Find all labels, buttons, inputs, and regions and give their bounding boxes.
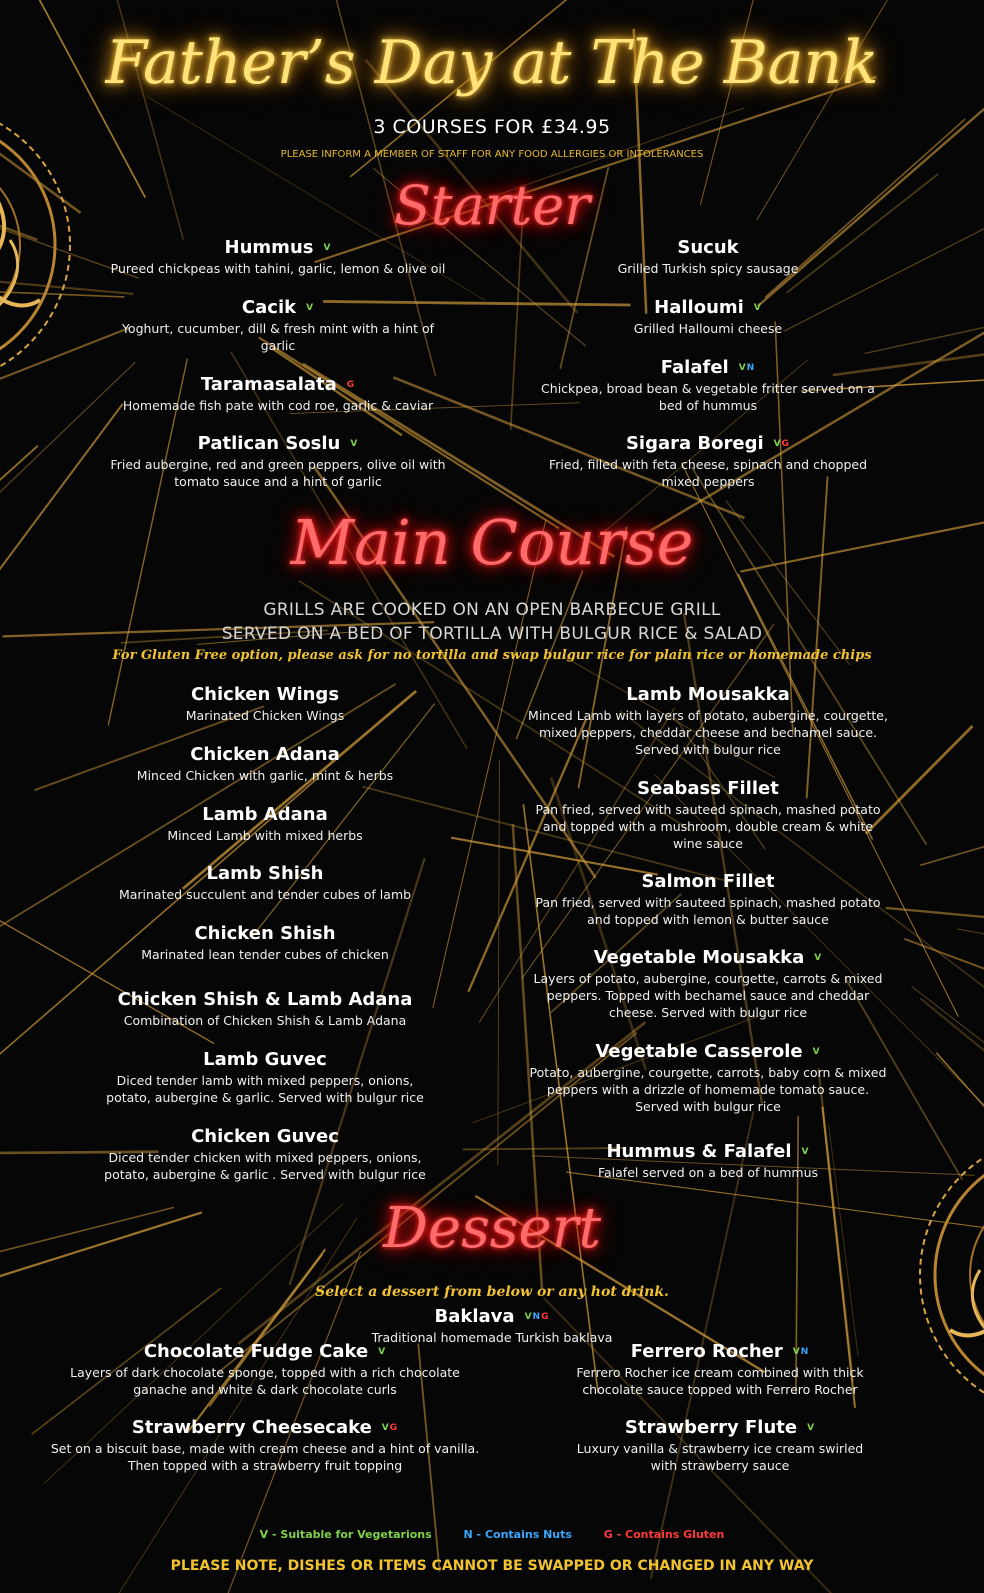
dietary-tags <box>525 1312 550 1322</box>
menu-item-name <box>498 433 918 455</box>
menu-item-name <box>493 778 923 800</box>
menu-item-description: mixed peppers <box>661 474 755 489</box>
dietary-tags <box>382 1423 398 1433</box>
menu-item-description: bed of hummus <box>658 398 758 413</box>
menu-item <box>498 237 918 277</box>
dietary-tags <box>814 953 822 963</box>
menu-item-title: Vegetable Casserole <box>595 1041 803 1062</box>
menu-item-title: Sucuk <box>677 237 739 258</box>
menu-item-description: Combination of Chicken Shish & Lamb Adana <box>123 1013 407 1028</box>
menu-item-description: Fried, filled with feta cheese, spinach and chopped <box>548 457 868 472</box>
menu-item-title: Seabass Fillet <box>637 778 779 799</box>
menu-item-description: Grilled Halloumi cheese <box>633 321 783 336</box>
menu-item-description: Diced tender chicken with mixed peppers, onions, <box>108 1150 422 1165</box>
menu-item-description: Then topped with a strawberry fruit topping <box>127 1458 403 1473</box>
menu-item-title: Sigara Boregi <box>625 433 764 454</box>
dietary-tags <box>754 303 762 313</box>
dietary-tag-v: V <box>753 303 762 313</box>
dietary-tag-v: V <box>807 1423 816 1433</box>
dietary-tags <box>350 439 358 449</box>
dietary-tag-v: V <box>773 439 782 449</box>
menu-item-title: Lamb Shish <box>206 863 324 884</box>
menu-item-description: peppers. Topped with bechamel sauce and cheddar <box>546 988 870 1003</box>
menu-item-description: Pan fried, served with sauteed spinach, mashed potato <box>535 895 881 910</box>
menu-item-title: Vegetable Mousakka <box>593 947 805 968</box>
menu-item-description: Served with bulgur rice <box>635 1099 781 1114</box>
dietary-tag-g: G <box>346 380 356 390</box>
menu-item-title: Lamb Adana <box>202 804 328 825</box>
menu-item-title: Halloumi <box>654 297 744 318</box>
menu-item <box>498 357 918 414</box>
menu-item <box>68 297 488 354</box>
menu-item-name <box>50 804 480 826</box>
menu-item-description: Traditional homemade Turkish baklava <box>371 1330 613 1345</box>
dietary-tag-g: G <box>389 1423 399 1433</box>
menu-item <box>50 684 480 724</box>
menu-item-description: Diced tender lamb with mixed peppers, onions, <box>116 1073 414 1088</box>
menu-item-description: and topped with a mushroom, double cream & white <box>542 819 874 834</box>
dietary-tag-n: N <box>800 1347 810 1357</box>
menu-item-description: mixed peppers, cheddar cheese and bechamel sauce. <box>538 725 878 740</box>
dessert-heading: Dessert <box>383 1196 601 1261</box>
dietary-tag-v: V <box>524 1312 533 1322</box>
menu-item-description: Layers of dark chocolate sponge, topped with a rich chocolate <box>70 1365 460 1380</box>
dietary-tags <box>793 1347 810 1357</box>
menu-item-description: Minced Lamb with mixed herbs <box>167 828 363 843</box>
dietary-tags <box>347 380 355 390</box>
menu-item <box>50 923 480 963</box>
menu-title: Father’s Day at The Bank <box>105 28 879 98</box>
dietary-tag-v: V <box>381 1423 390 1433</box>
key-vegetarian: V - Suitable for Vegetarions <box>259 1528 432 1541</box>
dietary-tag-v: V <box>738 363 747 373</box>
menu-item-title: Hummus <box>224 237 314 258</box>
menu-item <box>35 1417 495 1474</box>
menu-item-description: Layers of potato, aubergine, courgette, carrots & mixed <box>533 971 883 986</box>
menu-item <box>493 871 923 928</box>
menu-item-name <box>498 357 918 379</box>
menu-item-name <box>498 297 918 319</box>
menu-item-name <box>493 1041 923 1063</box>
menu-item-description: Set on a biscuit base, made with cream cheese and a hint of vanilla. <box>50 1441 480 1456</box>
menu-item <box>493 1141 923 1181</box>
menu-item-description: Served with bulgur rice <box>635 742 781 757</box>
dietary-tag-n: N <box>532 1312 542 1322</box>
dietary-tags <box>813 1047 821 1057</box>
key-gluten: G - Contains Gluten <box>603 1528 725 1541</box>
menu-item-title: Chicken Shish <box>194 923 336 944</box>
menu-item-title: Chocolate Fudge Cake <box>143 1341 369 1362</box>
menu-item-name <box>68 237 488 259</box>
menu-item-name <box>520 1417 920 1439</box>
menu-item-description: Marinated succulent and tender cubes of lamb <box>118 887 412 902</box>
menu-item-description: peppers with a drizzle of homemade tomato sauce. <box>546 1082 870 1097</box>
menu-item-description: Homemade fish pate with cod roe, garlic & caviar <box>122 398 434 413</box>
menu-item-description: Marinated lean tender cubes of chicken <box>141 947 389 962</box>
dietary-tag-v: V <box>306 303 315 313</box>
menu-item-description: Chickpea, broad bean & vegetable fritter served on a <box>541 381 875 396</box>
menu-item-name <box>493 871 923 893</box>
menu-item <box>498 297 918 337</box>
menu-item <box>493 684 923 758</box>
menu-item-description: ganache and white & dark chocolate curls <box>133 1382 397 1397</box>
menu-item-title: Salmon Fillet <box>641 871 775 892</box>
menu-item <box>498 433 918 490</box>
menu-item-description: potato, aubergine & garlic. Served with bulgur rice <box>106 1090 424 1105</box>
dessert-note: Select a dessert from below or any hot drink. <box>315 1284 669 1300</box>
menu-item-title: Lamb Mousakka <box>626 684 790 705</box>
dietary-tags <box>323 243 331 253</box>
menu-item-description: Yoghurt, cucumber, dill & fresh mint with a hint of <box>121 321 435 336</box>
menu-item-name <box>50 863 480 885</box>
dietary-tags <box>807 1423 815 1433</box>
menu-item-title: Strawberry Cheesecake <box>131 1417 372 1438</box>
menu-item-description: wine sauce <box>673 836 743 851</box>
menu-item <box>35 1341 495 1398</box>
menu-item <box>50 1126 480 1183</box>
key-nuts: N - Contains Nuts <box>463 1528 572 1541</box>
menu-item-title: Chicken Wings <box>190 684 340 705</box>
dietary-tag-v: V <box>814 953 823 963</box>
menu-item-description: Falafel served on a bed of hummus <box>597 1165 819 1180</box>
menu-item <box>50 804 480 844</box>
dietary-tag-g: G <box>541 1312 550 1322</box>
menu-item-name <box>68 433 488 455</box>
starter-heading: Starter <box>393 174 591 237</box>
menu-item-description: Pan fried, served with sauteed spinach, mashed potato <box>535 802 881 817</box>
menu-item-title: Ferrero Rocher <box>630 1341 783 1362</box>
menu-item-description: Minced Lamb with layers of potato, aubergine, courgette, <box>528 708 888 723</box>
menu-item-name <box>68 374 488 396</box>
price-line: 3 COURSES FOR £34.95 <box>373 116 611 138</box>
menu-item <box>292 1306 692 1346</box>
menu-item-description: with strawberry sauce <box>650 1458 790 1473</box>
menu-item <box>493 947 923 1021</box>
menu-item-description: cheese. Served with bulgur rice <box>608 1005 808 1020</box>
menu-item <box>520 1417 920 1474</box>
menu-item-description: Marinated Chicken Wings <box>185 708 345 723</box>
menu-item-name <box>35 1341 495 1363</box>
menu-item-name <box>50 923 480 945</box>
menu-item-title: Falafel <box>660 357 729 378</box>
dietary-tags <box>739 363 756 373</box>
menu-item-title: Chicken Shish & Lamb Adana <box>117 989 413 1010</box>
menu-item-name <box>50 744 480 766</box>
menu-item-title: Strawberry Flute <box>624 1417 798 1438</box>
dietary-tag-v: V <box>801 1147 810 1157</box>
menu-item-description: tomato sauce and a hint of garlic <box>174 474 382 489</box>
menu-item <box>493 778 923 852</box>
menu-item <box>50 989 480 1029</box>
dietary-tags <box>378 1347 386 1357</box>
grill-note-2: SERVED ON A BED OF TORTILLA WITH BULGUR RICE & SALAD <box>221 624 763 644</box>
menu-item-title: Hummus & Falafel <box>606 1141 792 1162</box>
menu-item-title: Taramasalata <box>200 374 337 395</box>
menu-item <box>68 433 488 490</box>
dietary-tag-v: V <box>323 243 332 253</box>
menu-item <box>50 1049 480 1106</box>
dietary-tag-v: V <box>378 1347 387 1357</box>
allergy-note: PLEASE INFORM A MEMBER OF STAFF FOR ANY FOOD ALLERGIES OR INTOLERANCES <box>280 149 704 160</box>
menu-item-description: chocolate sauce topped with Ferrero Rocher <box>582 1382 858 1397</box>
menu-item-name <box>493 1141 923 1163</box>
dietary-tags <box>802 1147 810 1157</box>
dietary-tags <box>774 439 790 449</box>
menu-item-description: and topped with lemon & butter sauce <box>587 912 829 927</box>
grill-note-1: GRILLS ARE COOKED ON AN OPEN BARBECUE GRILL <box>263 600 721 620</box>
dietary-tag-v: V <box>350 439 359 449</box>
menu-item-description: potato, aubergine & garlic . Served with bulgur rice <box>104 1167 426 1182</box>
menu-item-name <box>68 297 488 319</box>
menu-item-description: garlic <box>260 338 296 353</box>
dietary-tag-n: N <box>746 363 756 373</box>
menu-item-title: Baklava <box>434 1306 515 1327</box>
menu-item-description: Grilled Turkish spicy sausage <box>617 261 799 276</box>
dietary-tags <box>306 303 314 313</box>
menu-item-description: Minced Chicken with garlic, mint & herbs <box>136 768 394 783</box>
menu-item-name <box>520 1341 920 1363</box>
menu-item <box>68 374 488 414</box>
menu-item-name <box>493 947 923 969</box>
menu-item-description: Luxury vanilla & strawberry ice cream swirled <box>576 1441 864 1456</box>
menu-item-name <box>292 1306 692 1328</box>
menu-item-description: Potato, aubergine, courgette, carrots, baby corn & mixed <box>529 1065 887 1080</box>
gluten-free-note: For Gluten Free option, please ask for no tortilla and swap bulgur rice for plain rice or homemade chips <box>112 648 872 663</box>
menu-item <box>50 863 480 903</box>
menu-item-title: Patlican Soslu <box>197 433 341 454</box>
menu-item-name <box>35 1417 495 1439</box>
menu-item-title: Chicken Guvec <box>191 1126 339 1147</box>
dietary-tag-g: G <box>781 439 791 449</box>
menu-item-description: Ferrero Rocher ice cream combined with thick <box>576 1365 864 1380</box>
menu-item <box>493 1041 923 1115</box>
menu-item-title: Chicken Adana <box>190 744 340 765</box>
menu-item-name <box>498 237 918 259</box>
menu-item-name <box>493 684 923 706</box>
menu-item-description: Fried aubergine, red and green peppers, olive oil with <box>110 457 446 472</box>
menu-item-description: Pureed chickpeas with tahini, garlic, lemon & olive oil <box>110 261 446 276</box>
final-note: PLEASE NOTE, DISHES OR ITEMS CANNOT BE SWAPPED OR CHANGED IN ANY WAY <box>170 1558 814 1574</box>
menu-item-name <box>50 1126 480 1148</box>
menu-item <box>520 1341 920 1398</box>
menu-item <box>68 237 488 277</box>
menu-item-name <box>50 684 480 706</box>
menu-item-name <box>50 1049 480 1071</box>
dietary-tag-v: V <box>812 1047 821 1057</box>
menu-item-name <box>50 989 480 1011</box>
menu-item-title: Lamb Guvec <box>203 1049 327 1070</box>
menu-item-title: Cacik <box>241 297 297 318</box>
menu-item <box>50 744 480 784</box>
main-course-heading: Main Course <box>290 506 694 579</box>
dietary-tag-v: V <box>792 1347 801 1357</box>
